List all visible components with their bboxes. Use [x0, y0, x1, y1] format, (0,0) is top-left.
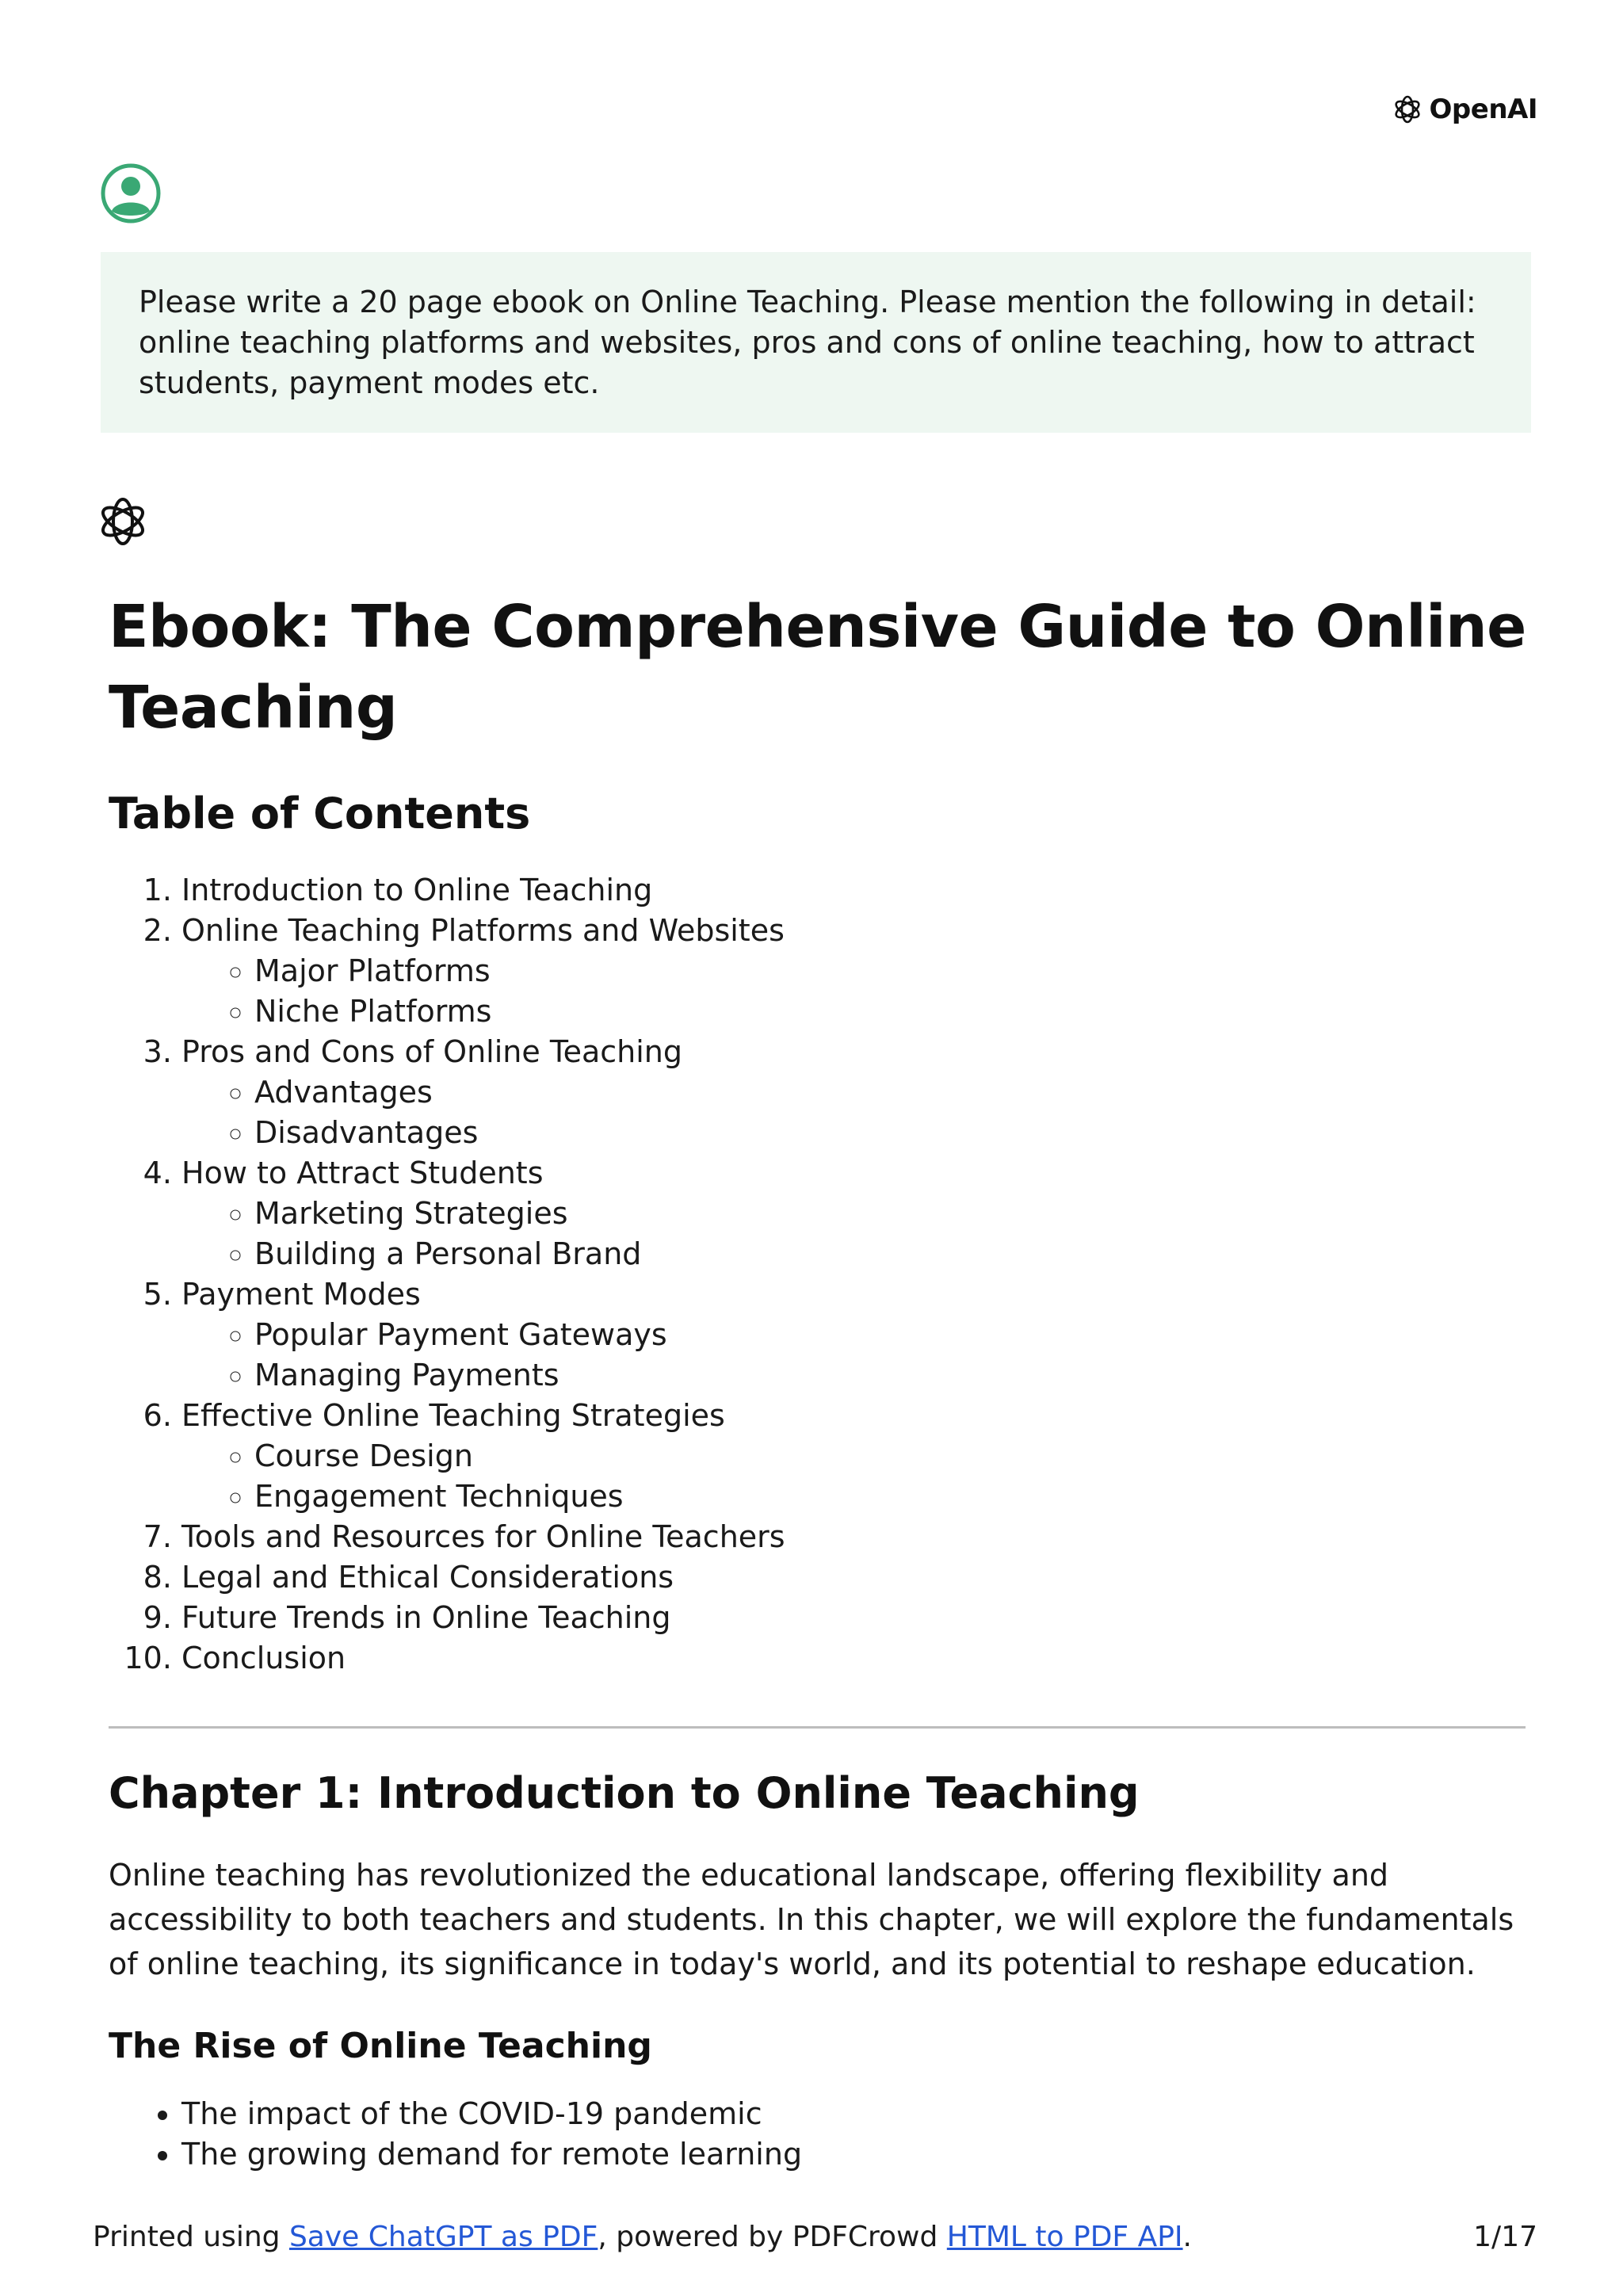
toc-subitem: ◦ Major Platforms — [254, 951, 1527, 991]
toc-item — [181, 1396, 1527, 1517]
toc-item — [181, 1638, 1527, 1679]
toc-item-label: Future Trends in Online Teaching — [181, 1600, 671, 1635]
table-of-contents — [109, 870, 1527, 1679]
print-footer — [93, 2219, 1537, 2256]
bullet-list — [109, 2094, 1527, 2175]
user-prompt-box — [101, 252, 1531, 433]
toc-subitem: ◦ Niche Platforms — [254, 991, 1527, 1032]
toc-item-label: Legal and Ethical Considerations — [181, 1560, 674, 1595]
footer-middle: , powered by PDFCrowd — [598, 2221, 947, 2253]
list-item: • The impact of the COVID-19 pandemic — [181, 2094, 1527, 2134]
toc-subitem: ◦ Course Design — [254, 1436, 1527, 1477]
toc-subitem: ◦ Marketing Strategies — [254, 1194, 1527, 1234]
openai-logo-icon — [93, 491, 153, 552]
toc-subitem: ◦ Building a Personal Brand — [254, 1234, 1527, 1274]
toc-heading: Table of Contents — [109, 789, 531, 839]
html-to-pdf-link[interactable]: HTML to PDF API — [946, 2221, 1183, 2253]
toc-item — [181, 1598, 1527, 1638]
chapter-1 — [109, 1766, 1527, 2175]
document-title: Ebook: The Comprehensive Guide to Online Teaching — [109, 593, 1526, 742]
toc-sublist — [181, 1315, 1527, 1396]
toc-item-label: Pros and Cons of Online Teaching — [181, 1034, 682, 1069]
toc-item — [181, 1517, 1527, 1557]
toc-subitem: ◦ Disadvantages — [254, 1113, 1527, 1153]
toc-item-label: Effective Online Teaching Strategies — [181, 1398, 725, 1433]
toc-sublist — [181, 1194, 1527, 1274]
user-avatar-icon — [101, 163, 161, 223]
toc-sublist — [181, 1072, 1527, 1153]
toc-sublist — [181, 1436, 1527, 1517]
toc-item — [181, 911, 1527, 1032]
footer-suffix: . — [1182, 2221, 1192, 2253]
toc-item-label: Tools and Resources for Online Teachers — [181, 1519, 785, 1554]
toc-item — [181, 1032, 1527, 1153]
toc-item — [181, 1153, 1527, 1274]
brand-name: OpenAI — [1429, 94, 1537, 125]
footer-prefix: Printed using — [93, 2221, 289, 2253]
toc-item-label: Online Teaching Platforms and Websites — [181, 913, 785, 948]
save-chatgpt-link[interactable]: Save ChatGPT as PDF — [288, 2221, 598, 2253]
page-number: 1/17 — [1473, 2221, 1537, 2253]
toc-sublist — [181, 951, 1527, 1032]
section-divider — [109, 1726, 1526, 1729]
chapter-paragraph: Online teaching has revolutionized the educational landscape, offering flexibility and accessibility to both teachers and students. In this chapter, we will explore the fundamentals of online teaching, its significance in today's world, and its potential to reshape education. — [109, 1858, 1514, 1981]
toc-item-label: How to Attract Students — [181, 1156, 544, 1190]
section-title: The Rise of Online Teaching — [109, 2026, 652, 2066]
toc-item-label: Payment Modes — [181, 1277, 421, 1312]
assistant-response — [109, 586, 1527, 1679]
toc-item — [181, 870, 1527, 911]
toc-subitem: ◦ Advantages — [254, 1072, 1527, 1113]
toc-subitem: ◦ Engagement Techniques — [254, 1477, 1527, 1517]
toc-subitem: ◦ Popular Payment Gateways — [254, 1315, 1527, 1355]
list-item: • The growing demand for remote learning — [181, 2134, 1527, 2175]
toc-item-label: Conclusion — [181, 1641, 346, 1675]
toc-item — [181, 1557, 1527, 1598]
toc-item — [181, 1274, 1527, 1396]
openai-brand — [1390, 92, 1537, 127]
chapter-title: Chapter 1: Introduction to Online Teaching — [109, 1768, 1140, 1818]
openai-logo-icon — [1390, 92, 1425, 127]
toc-item-label: Introduction to Online Teaching — [181, 873, 653, 907]
user-prompt-text: Please write a 20 page ebook on Online Teaching. Please mention the following in detail: online teaching platforms and websites, pros and cons of online teaching, how to attract students, payment modes etc. — [139, 285, 1476, 400]
toc-subitem: ◦ Managing Payments — [254, 1355, 1527, 1396]
